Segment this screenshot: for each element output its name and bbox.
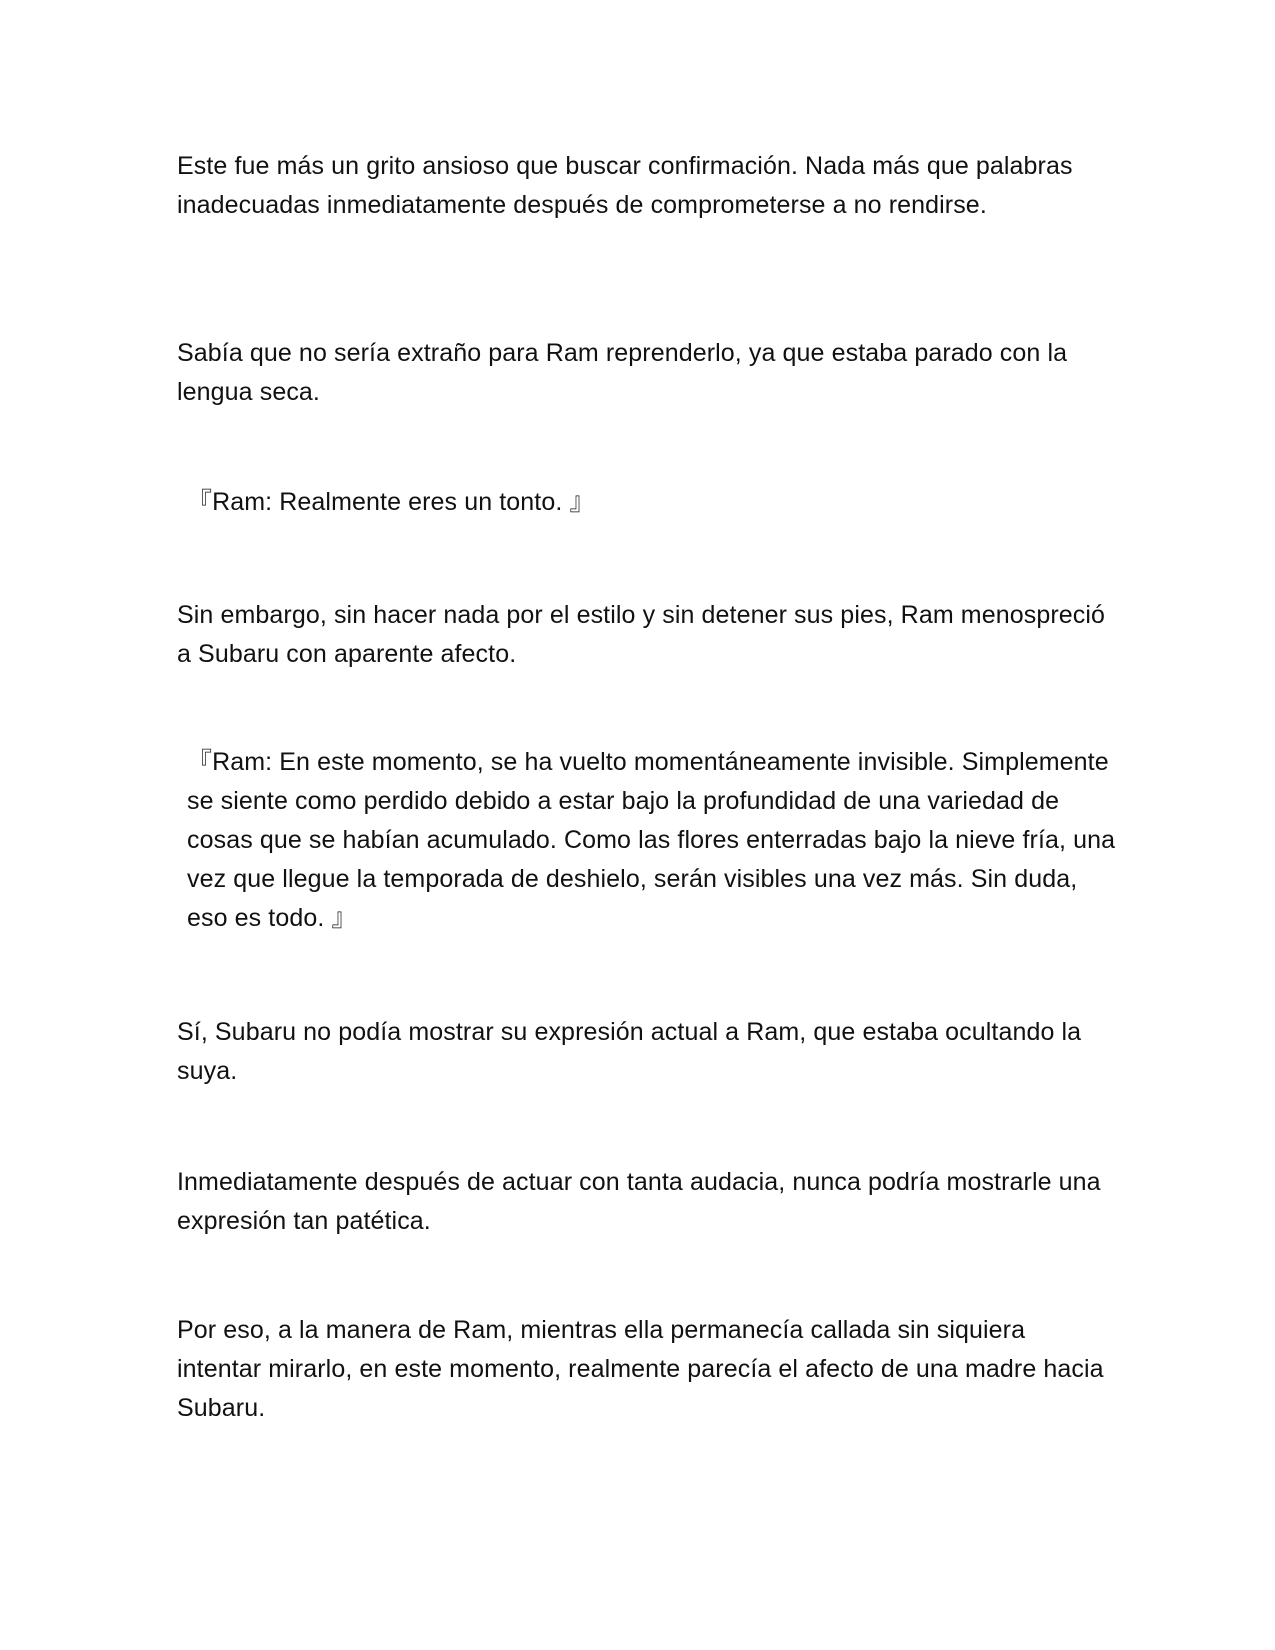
paragraph-3: Sin embargo, sin hacer nada por el estilo y sin detener sus pies, Ram menospreció a Subaru con aparente afecto. xyxy=(177,601,1106,668)
dialogue-ram-1: 『Ram: Realmente eres un tonto. 』 xyxy=(187,488,595,516)
paragraph-1: Este fue más un grito ansioso que buscar confirmación. Nada más que palabras inadecuadas inmediatamente después de comprometerse a no rendirse. xyxy=(177,152,1073,219)
dialogue-ram-2: 『Ram: En este momento, se ha vuelto momentáneamente invisible. Simplemente se siente como perdido debido a estar bajo la profundidad de una variedad de cosas que se habían acumulado. Como las flores enterradas bajo la nieve fría, una vez que llegue la temporada de deshielo, serán visibles una vez más. Sin duda, eso es todo. 』 xyxy=(187,748,1116,932)
paragraph-5: Inmediatamente después de actuar con tanta audacia, nunca podría mostrarle una expresión tan patética. xyxy=(177,1168,1101,1235)
paragraph-4: Sí, Subaru no podía mostrar su expresión actual a Ram, que estaba ocultando la suya. xyxy=(177,1018,1082,1085)
paragraph-6: Por eso, a la manera de Ram, mientras ella permanecía callada sin siquiera intentar mirarlo, en este momento, realmente parecía el afecto de una madre hacia Subaru. xyxy=(177,1316,1104,1422)
paragraph-2: Sabía que no sería extraño para Ram reprenderlo, ya que estaba parado con la lengua seca. xyxy=(177,339,1068,406)
